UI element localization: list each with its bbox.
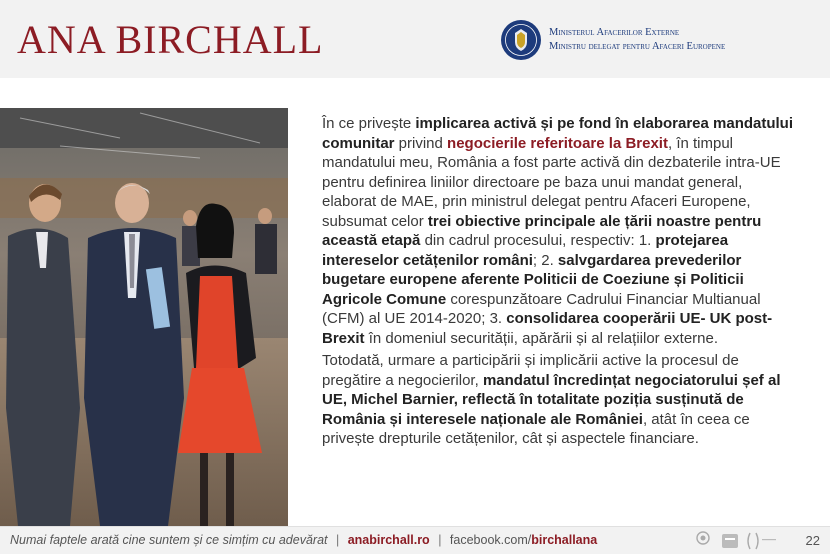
body-text: ; 2. <box>532 251 558 269</box>
header <box>0 0 830 78</box>
emphasis-text: negocierile referitoare la Brexit <box>447 134 668 152</box>
emphasis-text: protejarea intereselor cetățenilor români <box>322 232 729 269</box>
ministry-role: Ministru delegat pentru Afaceri Europene <box>549 41 726 52</box>
emphasis-text: mandatul încredințat negociatorului șef al UE, Michel Barnier, reflectă în totalitate poziția susținută de România și interesele naționale ale României <box>322 371 781 428</box>
facebook-link[interactable] <box>450 533 597 547</box>
meeting-photo <box>0 108 288 526</box>
emphasis-text: trei obiective principale ale țării noastre pentru această etapă <box>322 212 762 249</box>
footer-motto: Numai faptele arată cine suntem și ce simțim cu adevărat <box>10 533 328 547</box>
body-text: Totodată, urmare a participării și implicării active la procesul de pregătire a negocierilor, <box>322 352 739 389</box>
body-text: privind <box>394 134 448 152</box>
footer-text <box>10 533 597 547</box>
pes-logo-icon <box>722 534 738 548</box>
footer-separator: | <box>438 533 442 547</box>
body-text: , în timpul mandatului meu, România a fost parte activă din dezbaterile intra-UE pentru definirea liniilor directoare pe baza unui mandat general, elaborat de MAE, prin ministrul delegat pentru Afaceri Europene, subsumat celor <box>322 134 781 230</box>
party-logos <box>694 529 780 553</box>
page-title: ANA BIRCHALL <box>17 17 324 62</box>
facebook-prefix: facebook.com/ <box>449 533 532 547</box>
footer <box>0 526 830 554</box>
emphasis-text: implicarea activă și pe fond în elaborarea mandatului comunitar <box>322 115 794 152</box>
emphasis-text: salvgardarea prevederilor bugetare europene aferente Politicii de Coeziune și Politicii Agricole Comune <box>322 251 744 308</box>
website-link[interactable]: anabirchall.ro <box>347 533 430 547</box>
romania-coat-of-arms-icon <box>500 19 542 61</box>
body-text: corespunzătoare Cadrului Financiar Multianual (CFM) al UE 2014-2020; 3. <box>322 290 761 327</box>
body-text: În ce privește <box>322 115 416 132</box>
body-text: , atât în ceea ce privește drepturile cetățenilor, cât și aspectele financiare. <box>322 410 750 447</box>
ministry-name: Ministerul Afacerilor Externe <box>549 27 680 38</box>
body-text: din cadrul procesului, respectiv: 1. <box>420 232 656 249</box>
socialist-group-logo-icon <box>748 533 776 549</box>
article-body <box>322 114 794 452</box>
footer-separator: | <box>335 533 340 547</box>
psd-logo-icon <box>697 532 709 544</box>
facebook-handle: birchallana <box>531 533 598 547</box>
body-text: în domeniul securității, apărării și al relațiilor externe. <box>364 329 719 347</box>
emphasis-text: consolidarea cooperării UE- UK post-Brexit <box>322 310 773 347</box>
page-number: 22 <box>805 533 820 548</box>
paragraph-brexit-objectives <box>322 114 794 348</box>
paragraph-barnier-mandate <box>322 351 794 449</box>
ministry-label <box>549 26 725 54</box>
